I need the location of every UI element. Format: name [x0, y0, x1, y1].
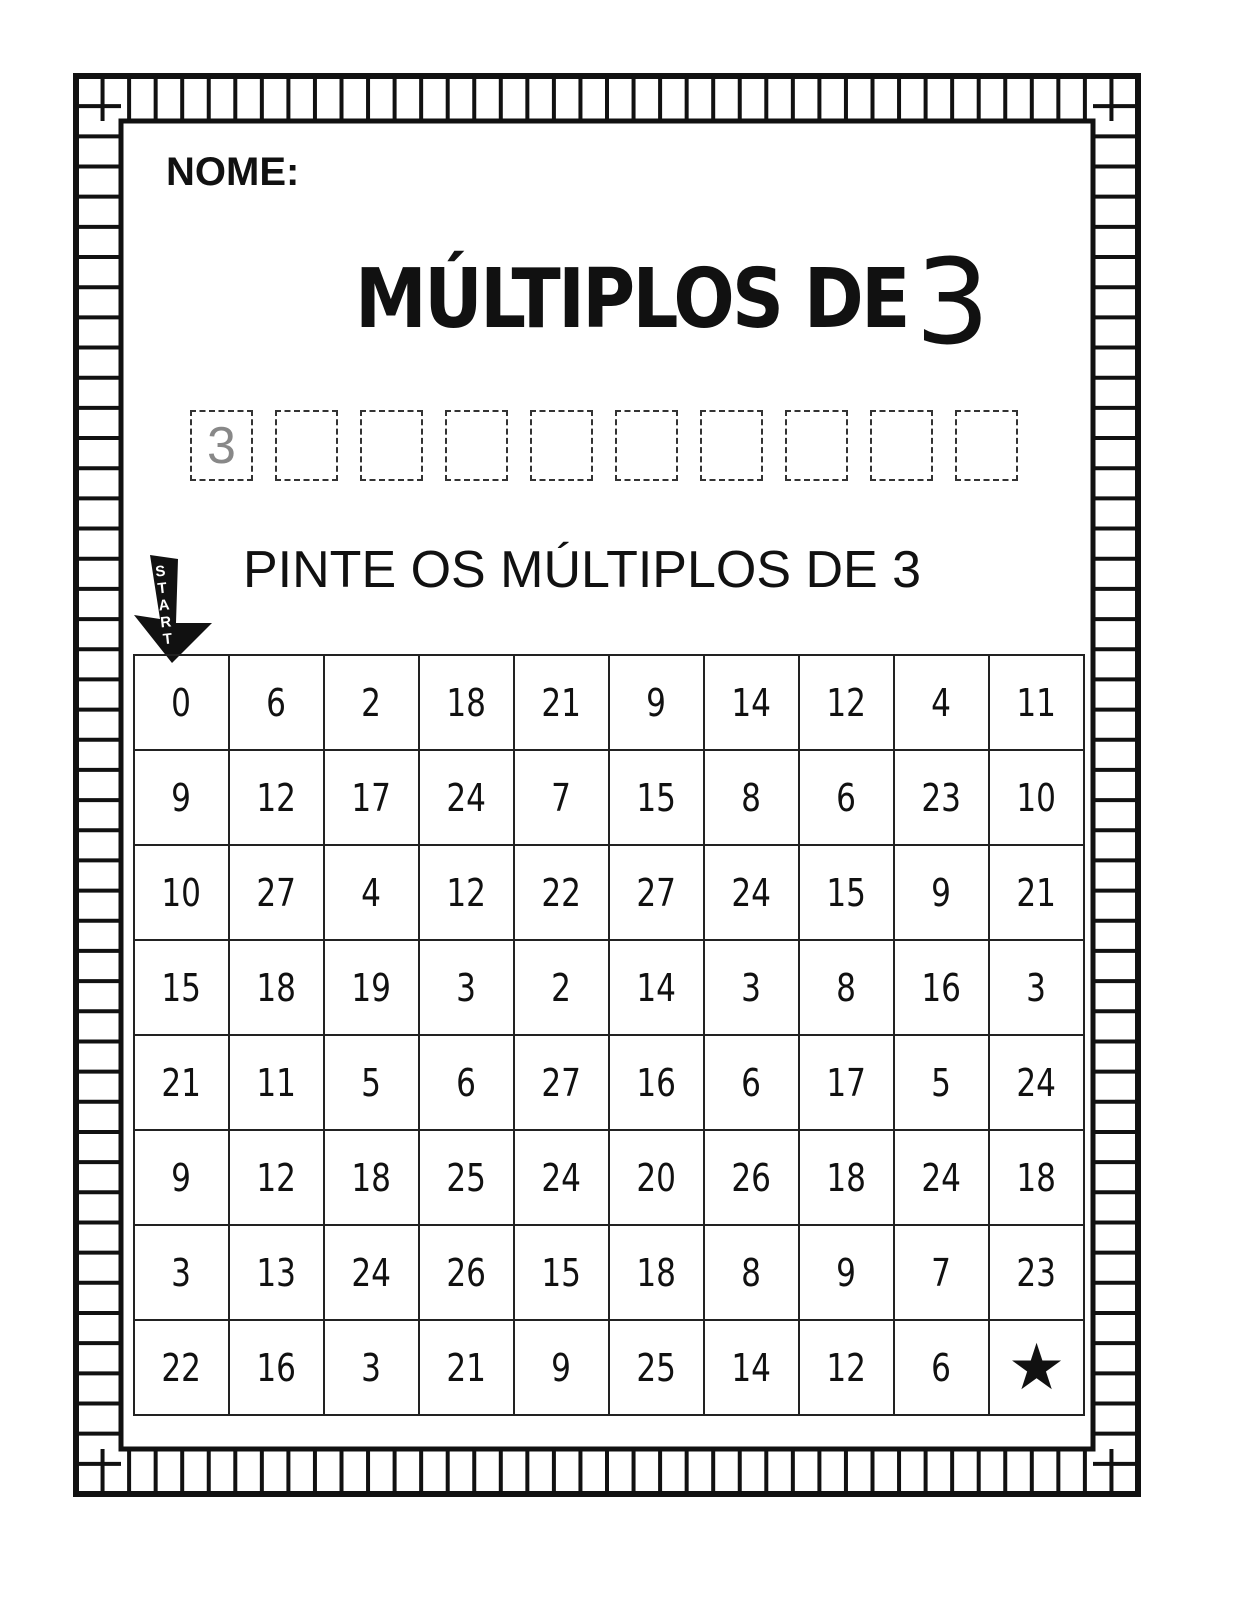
cell-number: 12: [826, 1345, 867, 1390]
grid-cell[interactable]: [704, 1225, 799, 1320]
grid-row: [134, 750, 1084, 845]
cell-number: 26: [731, 1155, 772, 1200]
cell-number: 6: [266, 680, 287, 725]
grid-cell[interactable]: [894, 1225, 989, 1320]
grid-cell[interactable]: [989, 1035, 1084, 1130]
cell-number: 18: [256, 965, 297, 1010]
cell-number: 11: [256, 1060, 297, 1105]
cell-number: 15: [161, 965, 202, 1010]
cell-number: 16: [636, 1060, 677, 1105]
grid-cell[interactable]: [609, 750, 704, 845]
grid-cell[interactable]: [799, 1130, 894, 1225]
cell-number: 17: [351, 775, 392, 820]
grid-row: [134, 1130, 1084, 1225]
cell-number: 15: [636, 775, 677, 820]
grid-cell[interactable]: [324, 1225, 419, 1320]
grid-cell[interactable]: [514, 655, 609, 750]
cell-number: 20: [636, 1155, 677, 1200]
cell-number: 18: [351, 1155, 392, 1200]
cell-number: 25: [636, 1345, 677, 1390]
cell-number: 19: [351, 965, 392, 1010]
cell-number: 23: [1016, 1250, 1057, 1295]
grid-cell[interactable]: [894, 655, 989, 750]
grid-cell[interactable]: [799, 1035, 894, 1130]
grid-cell[interactable]: [134, 1225, 229, 1320]
grid-cell[interactable]: [704, 940, 799, 1035]
cell-number: 6: [836, 775, 857, 820]
grid-cell[interactable]: [134, 845, 229, 940]
grid-cell[interactable]: [609, 845, 704, 940]
grid-cell[interactable]: [419, 1225, 514, 1320]
cell-number: 12: [256, 1155, 297, 1200]
cell-number: 12: [826, 680, 867, 725]
cell-number: 4: [361, 870, 382, 915]
cell-number: 15: [826, 870, 867, 915]
cell-number: 9: [646, 680, 667, 725]
grid-cell[interactable]: [704, 1320, 799, 1415]
cell-number: 3: [456, 965, 477, 1010]
grid-row: [134, 1035, 1084, 1130]
cell-number: 16: [921, 965, 962, 1010]
cell-number: 6: [456, 1060, 477, 1105]
cell-number: 27: [541, 1060, 582, 1105]
cell-number: 8: [741, 1250, 762, 1295]
grid-cell[interactable]: [229, 655, 324, 750]
grid-cell[interactable]: [514, 1035, 609, 1130]
grid-cell[interactable]: [229, 845, 324, 940]
grid-cell[interactable]: [514, 1225, 609, 1320]
grid-cell[interactable]: [134, 750, 229, 845]
page-title: [355, 233, 991, 375]
cell-number: 27: [256, 870, 297, 915]
sequence-box[interactable]: [870, 410, 933, 481]
grid-cell[interactable]: [799, 655, 894, 750]
grid-cell[interactable]: [989, 1130, 1084, 1225]
grid-cell[interactable]: [514, 1130, 609, 1225]
cell-number: 3: [361, 1345, 382, 1390]
cell-number: 25: [446, 1155, 487, 1200]
sequence-box[interactable]: [615, 410, 678, 481]
title-text: MÚLTIPLOS DE: [355, 252, 908, 347]
cell-number: 2: [361, 680, 382, 725]
grid-cell[interactable]: [134, 1130, 229, 1225]
start-letter: A: [157, 596, 171, 615]
name-label: NOME:: [166, 150, 300, 194]
cell-number: 6: [931, 1345, 952, 1390]
grid-cell[interactable]: [989, 1320, 1084, 1415]
grid-cell[interactable]: [799, 940, 894, 1035]
cell-number: 3: [1026, 965, 1047, 1010]
cell-number: 9: [836, 1250, 857, 1295]
grid-cell[interactable]: [324, 750, 419, 845]
grid-cell[interactable]: [894, 1130, 989, 1225]
sequence-answer-boxes: [190, 410, 1018, 481]
grid-cell[interactable]: [609, 1035, 704, 1130]
cell-number: 9: [171, 775, 192, 820]
sequence-box[interactable]: [530, 410, 593, 481]
cell-number: 10: [161, 870, 202, 915]
grid-cell[interactable]: [419, 1035, 514, 1130]
grid-cell[interactable]: [229, 750, 324, 845]
cell-number: 14: [731, 680, 772, 725]
grid-cell[interactable]: [989, 750, 1084, 845]
grid-row: [134, 655, 1084, 750]
sequence-box[interactable]: [785, 410, 848, 481]
cell-number: 24: [351, 1250, 392, 1295]
cell-number: 24: [731, 870, 772, 915]
cell-number: 27: [636, 870, 677, 915]
grid-cell[interactable]: [324, 940, 419, 1035]
grid-cell[interactable]: [609, 1320, 704, 1415]
grid-cell[interactable]: [419, 845, 514, 940]
grid-cell[interactable]: [609, 1225, 704, 1320]
multiples-grid: [133, 654, 1085, 1416]
sequence-box[interactable]: [445, 410, 508, 481]
cell-number: 12: [256, 775, 297, 820]
grid-cell[interactable]: [704, 1130, 799, 1225]
cell-number: 9: [551, 1345, 572, 1390]
cell-number: 8: [741, 775, 762, 820]
cell-number: 2: [551, 965, 572, 1010]
grid-cell[interactable]: [894, 1035, 989, 1130]
cell-number: 5: [361, 1060, 382, 1105]
cell-number: 18: [826, 1155, 867, 1200]
sequence-box[interactable]: [700, 410, 763, 481]
grid-cell[interactable]: [229, 1130, 324, 1225]
grid-row: [134, 845, 1084, 940]
grid-cell[interactable]: [134, 1320, 229, 1415]
grid-cell[interactable]: [419, 750, 514, 845]
grid-cell[interactable]: [324, 845, 419, 940]
grid-cell[interactable]: [229, 940, 324, 1035]
grid-cell[interactable]: [419, 940, 514, 1035]
sequence-box[interactable]: [275, 410, 338, 481]
cell-number: 21: [1016, 870, 1057, 915]
grid-cell[interactable]: [989, 940, 1084, 1035]
cell-number: 7: [931, 1250, 952, 1295]
cell-number: 12: [446, 870, 487, 915]
grid-cell[interactable]: [134, 940, 229, 1035]
grid-cell[interactable]: [894, 750, 989, 845]
grid-cell[interactable]: [324, 1035, 419, 1130]
cell-number: 14: [731, 1345, 772, 1390]
cell-number: 15: [541, 1250, 582, 1295]
grid-cell[interactable]: [894, 845, 989, 940]
cell-number: 13: [256, 1250, 297, 1295]
grid-row: [134, 1225, 1084, 1320]
cell-number: 11: [1016, 680, 1057, 725]
grid-cell[interactable]: [894, 1320, 989, 1415]
cell-number: 3: [171, 1250, 192, 1295]
grid-cell[interactable]: [609, 1130, 704, 1225]
cell-number: 21: [541, 680, 582, 725]
grid-cell[interactable]: [894, 940, 989, 1035]
grid-cell[interactable]: [799, 1225, 894, 1320]
sequence-box[interactable]: [360, 410, 423, 481]
start-letter: T: [162, 630, 173, 649]
cell-number: 22: [541, 870, 582, 915]
grid-cell[interactable]: [229, 1035, 324, 1130]
grid-cell[interactable]: [704, 845, 799, 940]
grid-cell[interactable]: [799, 1320, 894, 1415]
instruction-text: PINTE OS MÚLTIPLOS DE 3: [243, 541, 922, 599]
grid-cell[interactable]: [514, 750, 609, 845]
start-letter: R: [159, 613, 173, 632]
grid-cell[interactable]: [514, 940, 609, 1035]
grid-cell[interactable]: [324, 1320, 419, 1415]
grid-row: [134, 940, 1084, 1035]
grid-cell[interactable]: [419, 655, 514, 750]
cell-number: 17: [826, 1060, 867, 1105]
grid-cell[interactable]: [989, 655, 1084, 750]
cell-number: 18: [636, 1250, 677, 1295]
grid-cell[interactable]: [704, 655, 799, 750]
grid-cell[interactable]: [704, 750, 799, 845]
cell-number: 24: [541, 1155, 582, 1200]
cell-number: 9: [931, 870, 952, 915]
cell-number: 22: [161, 1345, 202, 1390]
sequence-box[interactable]: 3: [190, 410, 253, 481]
grid-cell[interactable]: [989, 1225, 1084, 1320]
star-icon: ★: [1007, 1330, 1066, 1405]
cell-number: 16: [256, 1345, 297, 1390]
cell-number: 24: [921, 1155, 962, 1200]
grid-cell[interactable]: [229, 1225, 324, 1320]
grid-cell[interactable]: [609, 940, 704, 1035]
cell-number: 24: [446, 775, 487, 820]
cell-number: 14: [636, 965, 677, 1010]
grid-cell[interactable]: [609, 655, 704, 750]
start-letter: S: [154, 562, 167, 581]
grid-cell[interactable]: [799, 845, 894, 940]
cell-number: 21: [161, 1060, 202, 1105]
cell-number: 23: [921, 775, 962, 820]
cell-number: 7: [551, 775, 572, 820]
cell-number: 26: [446, 1250, 487, 1295]
title-number: 3: [915, 233, 991, 371]
start-letter: T: [156, 579, 168, 598]
cell-number: 18: [1016, 1155, 1057, 1200]
cell-number: 0: [171, 680, 192, 725]
cell-number: 10: [1016, 775, 1057, 820]
cell-number: 3: [741, 965, 762, 1010]
grid-cell[interactable]: [324, 1130, 419, 1225]
sequence-box[interactable]: [955, 410, 1018, 481]
cell-number: 5: [931, 1060, 952, 1105]
grid-cell[interactable]: [229, 1320, 324, 1415]
cell-number: 4: [931, 680, 952, 725]
grid-cell[interactable]: [419, 1130, 514, 1225]
grid-cell[interactable]: [514, 1320, 609, 1415]
grid-row: [134, 1320, 1084, 1415]
grid-cell[interactable]: [989, 845, 1084, 940]
grid-cell[interactable]: [704, 1035, 799, 1130]
cell-number: 21: [446, 1345, 487, 1390]
cell-number: 6: [741, 1060, 762, 1105]
cell-number: 18: [446, 680, 487, 725]
cell-number: 8: [836, 965, 857, 1010]
grid-cell[interactable]: [324, 655, 419, 750]
cell-number: 9: [171, 1155, 192, 1200]
grid-cell[interactable]: [799, 750, 894, 845]
cell-number: 24: [1016, 1060, 1057, 1105]
grid-cell[interactable]: [134, 1035, 229, 1130]
grid-cell[interactable]: [419, 1320, 514, 1415]
grid-cell[interactable]: [134, 655, 229, 750]
grid-cell[interactable]: [514, 845, 609, 940]
